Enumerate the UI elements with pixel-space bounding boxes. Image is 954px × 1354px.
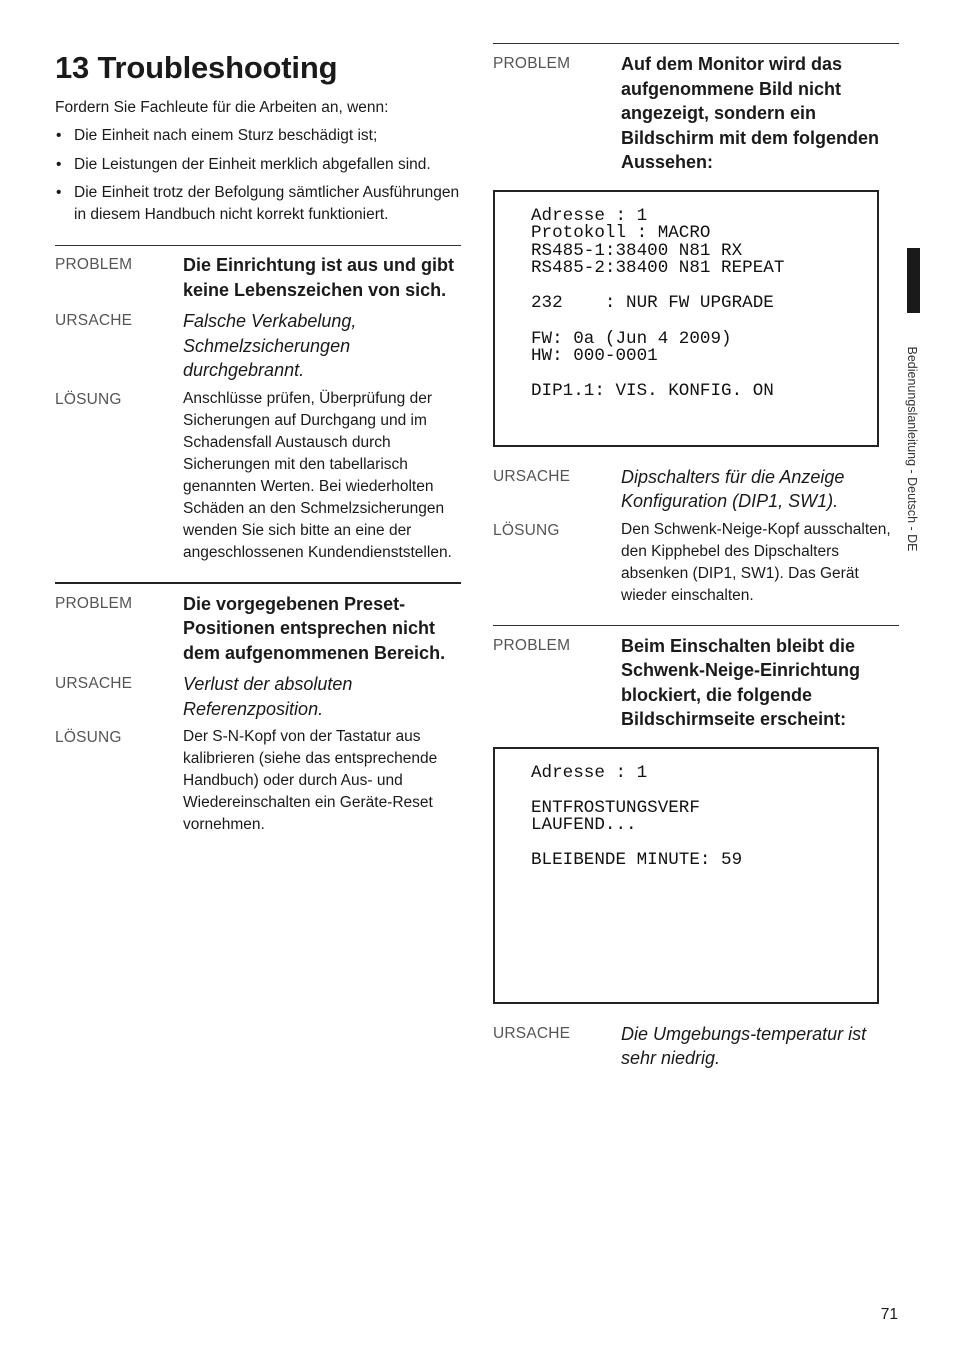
problem-block-defrost-screen <box>493 626 899 1071</box>
monitor-screen-config <box>493 190 879 447</box>
cause-text: Dipschalters für die Anzeige Konfiguration (DIP1, SW1). <box>621 466 845 511</box>
problem-label: PROBLEM <box>55 256 133 273</box>
screen-line: RS485-2:38400 N81 REPEAT <box>531 258 785 279</box>
cause-label: URSACHE <box>55 675 133 692</box>
screen-line: 232 : NUR FW UPGRADE <box>531 293 774 314</box>
problem-text: Die Einrichtung ist aus und gibt keine Lebenszeichen von sich. <box>183 255 455 300</box>
screen-line: FW: 0a (Jun 4 2009) <box>531 328 732 349</box>
screen-line: ENTFROSTUNGSVERF <box>531 797 700 818</box>
left-column <box>55 48 461 836</box>
problem-label: PROBLEM <box>493 636 571 654</box>
page-number: 71 <box>880 1306 898 1323</box>
problem-block-power <box>55 246 461 564</box>
problem-text: Auf dem Monitor wird das aufgenommene Bild nicht angezeigt, sondern ein Bildschirm mit dem folgenden Aussehen: <box>621 54 880 172</box>
list-item: • Die Einheit nach einem Sturz beschädigt ist; <box>55 125 461 147</box>
cause-text: Die Umgebungs-temperatur ist sehr niedrig. <box>621 1023 867 1068</box>
list-item: • Die Einheit trotz der Befolgung sämtlicher Ausführungen in diesem Handbuch nicht korrekt funktioniert. <box>55 182 461 225</box>
screen-line: LAUFEND... <box>531 815 637 836</box>
chapter-tab-marker <box>907 248 920 313</box>
side-running-title: Bedienungslanleitung - Deutsch - DE <box>905 346 919 552</box>
problem-label: PROBLEM <box>493 55 571 72</box>
solution-text: Den Schwenk-Neige-Kopf ausschalten, den Kipphebel des Dipschalters absenken (DIP1, SW1). Das Gerät wieder einschalten. <box>621 520 891 604</box>
list-item: • Die Leistungen der Einheit merklich abgefallen sind. <box>55 154 461 176</box>
cause-label: URSACHE <box>493 467 571 485</box>
solution-text: Anschlüsse prüfen, Überprüfung der Sicherungen auf Durchgang und im Schadensfall Austausch durch Sicherungen mit den tabellarisch genannten Werten. Bei wiederholten Schäden an den Schmelzsicherungen wenden Sie sich bitte an eine der angeschlossenen Kundendienststellen. <box>183 389 452 561</box>
problem-block-config-screen <box>493 44 899 607</box>
problem-label: PROBLEM <box>55 594 133 612</box>
right-column <box>493 43 899 1071</box>
screen-line: BLEIBENDE MINUTE: 59 <box>531 850 743 871</box>
problem-text: Die vorgegebenen Preset-Positionen entsprechen nicht dem aufgenommenen Bereich. <box>183 593 446 663</box>
screen-line: DIP1.1: VIS. KONFIG. ON <box>531 381 774 402</box>
cause-text: Falsche Verkabelung, Schmelzsicherungen durchgebrannt. <box>183 311 357 380</box>
solution-label: LÖSUNG <box>55 729 122 746</box>
intro-text: Fordern Sie Fachleute für die Arbeiten an, wenn: <box>55 99 389 116</box>
screen-line: Adresse : 1 <box>531 762 648 783</box>
screen-line: Adresse : 1 <box>531 205 648 226</box>
problem-text: Beim Einschalten bleibt die Schwenk-Neige-Einrichtung blockiert, die folgende Bildschirmseite erscheint: <box>621 635 861 729</box>
page-title: 13 Troubleshooting <box>55 50 338 85</box>
screen-line: Protokoll : MACRO <box>531 223 711 244</box>
screen-line: HW: 000-0001 <box>531 346 658 367</box>
problem-block-preset <box>55 584 461 837</box>
solution-label: LÖSUNG <box>493 521 560 539</box>
solution-label: LÖSUNG <box>55 390 122 408</box>
cause-text: Verlust der absoluten Referenzposition. <box>183 674 353 719</box>
screen-line: RS485-1:38400 N81 RX <box>531 240 743 261</box>
condition-list <box>55 125 461 225</box>
solution-text: Der S-N-Kopf von der Tastatur aus kalibrieren (siehe das entsprechende Handbuch) oder durch Aus- und Wiedereinschalten ein Geräte-Reset vornehmen. <box>183 728 438 833</box>
monitor-screen-defrost <box>493 747 879 1004</box>
cause-label: URSACHE <box>55 312 133 329</box>
cause-label: URSACHE <box>493 1024 571 1042</box>
